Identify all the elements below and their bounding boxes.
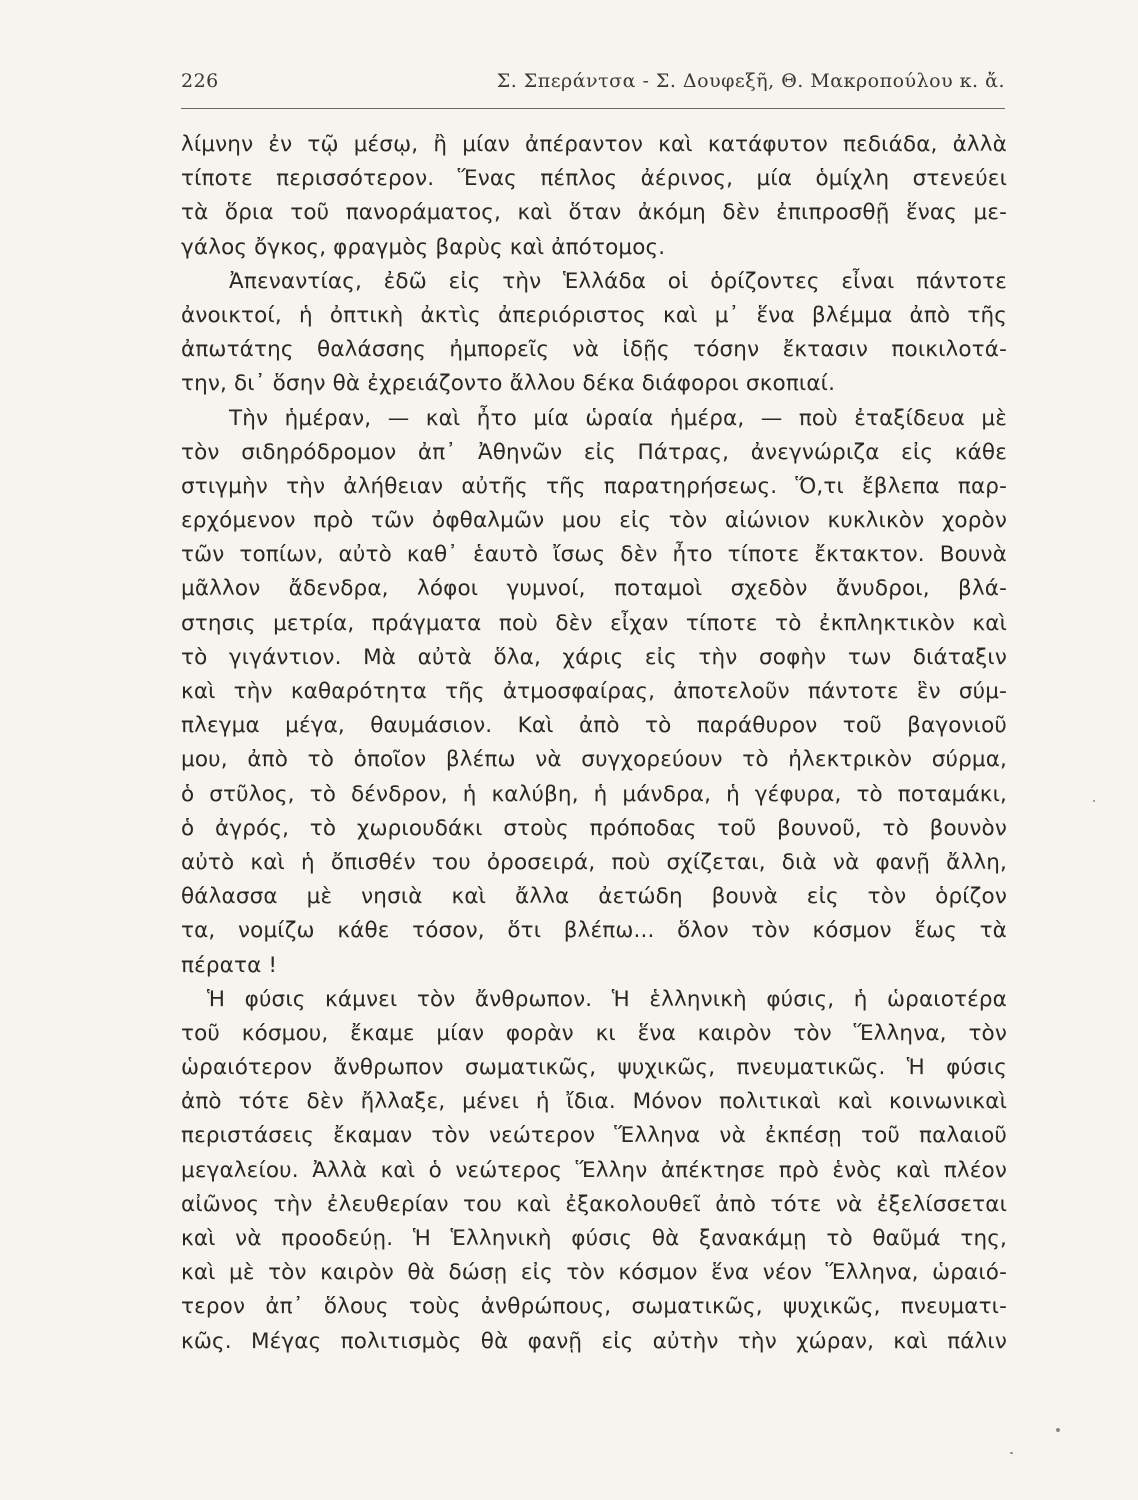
text-line: Ἀπεναντίας, ἐδῶ εἰς τὴν Ἑλλάδα οἱ ὁρίζοντες εἶναι πάντοτε bbox=[229, 268, 1007, 294]
text-line: πέρατα ! bbox=[181, 952, 278, 978]
text-line: θάλασσα μὲ νησιὰ καὶ ἄλλα ἀετώδη βουνὰ εἰς τὸν ὁρίζον bbox=[181, 884, 1007, 910]
text-line: τοῦ κόσμου, ἔκαμε μίαν φορὰν κι ἕνα καιρὸν τὸν Ἕλληνα, τὸν bbox=[181, 1020, 1007, 1046]
text-line: στιγμὴν τὴν ἀλήθειαν αὐτῆς τῆς παρατηρήσεως. Ὅ,τι ἔβλεπα παρ- bbox=[181, 473, 1007, 499]
text-line: καὶ μὲ τὸν καιρὸν θὰ δώσῃ εἰς τὸν κόσμον ἕνα νέον Ἕλληνα, ὡραιό- bbox=[181, 1260, 1007, 1286]
paper-speck bbox=[1010, 1452, 1013, 1454]
text-line: Ἡ φύσις κάμνει τὸν ἄνθρωπον. Ἡ ἑλληνικὴ φύσις, ἡ ὡραιοτέρα bbox=[207, 986, 1007, 1012]
text-line: Τὴν ἡμέραν, — καὶ ἦτο μία ὡραία ἡμέρα, — ποὺ ἐταξίδευα μὲ bbox=[229, 405, 1007, 431]
text-line: λίμνην ἐν τῷ μέσῳ, ἢ μίαν ἀπέραντον καὶ κατάφυτον πεδιάδα, ἀλλὰ bbox=[181, 132, 1007, 157]
text-line: ὡραιότερον ἄνθρωπον σωματικῶς, ψυχικῶς, πνευματικῶς. Ἡ φύσις bbox=[181, 1055, 1007, 1081]
text-line: μου, ἀπὸ τὸ ὁποῖον βλέπω νὰ συγχορεύουν τὸ ἠλεκτρικὸν σύρμα, bbox=[181, 747, 1007, 773]
paper-speck bbox=[1056, 1428, 1060, 1432]
header-rule bbox=[181, 108, 1005, 109]
text-line: τα, νομίζω κάθε τόσον, ὅτι βλέπω... ὅλον τὸν κόσμον ἕως τὰ bbox=[181, 918, 1007, 944]
text-line: τῶν τοπίων, αὐτὸ καθ᾽ ἑαυτὸ ἴσως δὲν ἦτο τίποτε ἔκτακτον. Βουνὰ bbox=[181, 542, 1007, 568]
text-line: αἰῶνος τὴν ἐλευθερίαν του καὶ ἐξακολουθεῖ ἀπὸ τότε νὰ ἐξελίσσεται bbox=[181, 1191, 1007, 1217]
text-line: περιστάσεις ἔκαμαν τὸν νεώτερον Ἕλληνα νὰ ἐκπέσῃ τοῦ παλαιοῦ bbox=[181, 1123, 1007, 1149]
text-line: ὁ ἀγρός, τὸ χωριουδάκι στοὺς πρόποδας τοῦ βουνοῦ, τὸ βουνὸν bbox=[181, 815, 1007, 841]
text-line: τερον ἀπ᾽ ὅλους τοὺς ἀνθρώπους, σωματικῶς, ψυχικῶς, πνευματι- bbox=[181, 1294, 1007, 1320]
text-line: ὁ στῦλος, τὸ δένδρον, ἡ καλύβη, ἡ μάνδρα, ἡ γέφυρα, τὸ ποταμάκι, bbox=[181, 781, 1007, 807]
text-line: πλεγμα μέγα, θαυμάσιον. Καὶ ἀπὸ τὸ παράθυρον τοῦ βαγονιοῦ bbox=[181, 713, 1007, 739]
text-line: ερχόμενον πρὸ τῶν ὀφθαλμῶν μου εἰς τὸν αἰώνιον κυκλικὸν χορὸν bbox=[181, 508, 1007, 534]
text-line: γάλος ὄγκος, φραγμὸς βαρὺς καὶ ἀπότομος. bbox=[181, 234, 666, 260]
text-line: ἀνοικτοί, ἡ ὀπτικὴ ἀκτὶς ἀπεριόριστος καὶ μ᾽ ἕνα βλέμμα ἀπὸ τῆς bbox=[181, 302, 1007, 328]
running-head bbox=[181, 70, 1005, 100]
text-line: στησις μετρία, πράγματα ποὺ δὲν εἶχαν τίποτε τὸ ἐκπληκτικὸν καὶ bbox=[181, 610, 1007, 636]
text-line: τὸ γιγάντιον. Μὰ αὐτὰ ὅλα, χάρις εἰς τὴν σοφὴν των διάταξιν bbox=[181, 644, 1007, 670]
text-line: καὶ τὴν καθαρότητα τῆς ἀτμοσφαίρας, ἀποτελοῦν πάντοτε ἓν σύμ- bbox=[181, 679, 1007, 704]
paper-speck bbox=[1093, 800, 1095, 802]
text-line: μᾶλλον ἄδενδρα, λόφοι γυμνοί, ποταμοὶ σχεδὸν ἄνυδροι, βλά- bbox=[181, 576, 1007, 602]
text-line: ἀπὸ τότε δὲν ἤλλαξε, μένει ἡ ἴδια. Μόνον πολιτικαὶ καὶ κοινωνικαὶ bbox=[181, 1089, 1007, 1115]
text-line: αὐτὸ καὶ ἡ ὄπισθέν του ὀροσειρά, ποὺ σχίζεται, διὰ νὰ φανῇ ἄλλη, bbox=[181, 849, 1007, 875]
text-line: τίποτε περισσότερον. Ἕνας πέπλος ἀέρινος, μία ὁμίχλη στενεύει bbox=[181, 166, 1007, 192]
running-title: Σ. Σπεράντσα - Σ. Δουφεξῆ, Θ. Μακροπούλου κ. ἄ. bbox=[496, 70, 1005, 92]
text-line: ἀπωτάτης θαλάσσης ἠμπορεῖς νὰ ἰδῇς τόσην ἔκτασιν ποικιλοτά- bbox=[181, 337, 1007, 363]
text-line: την, δι᾽ ὅσην θὰ ἐχρειάζοντο ἄλλου δέκα διάφοροι σκοπιαί. bbox=[181, 371, 836, 397]
text-line: τὸν σιδηρόδρομον ἀπ᾽ Ἀθηνῶν εἰς Πάτρας, ἀνεγνώριζα εἰς κάθε bbox=[181, 439, 1007, 465]
text-line: μεγαλείου. Ἀλλὰ καὶ ὁ νεώτερος Ἕλλην ἀπέκτησε πρὸ ἑνὸς καὶ πλέον bbox=[181, 1157, 1007, 1183]
page-number: 226 bbox=[181, 70, 219, 92]
text-line: καὶ νὰ προοδεύῃ. Ἡ Ἑλληνικὴ φύσις θὰ ξανακάμῃ τὸ θαῦμά της, bbox=[181, 1226, 1007, 1251]
text-line: κῶς. Μέγας πολιτισμὸς θὰ φανῇ εἰς αὐτὴν τὴν χώραν, καὶ πάλιν bbox=[181, 1328, 1007, 1354]
text-line: τὰ ὅρια τοῦ πανοράματος, καὶ ὅταν ἀκόμη δὲν ἐπιπροσθῇ ἕνας με- bbox=[181, 200, 1007, 226]
body-text bbox=[181, 128, 1007, 1359]
